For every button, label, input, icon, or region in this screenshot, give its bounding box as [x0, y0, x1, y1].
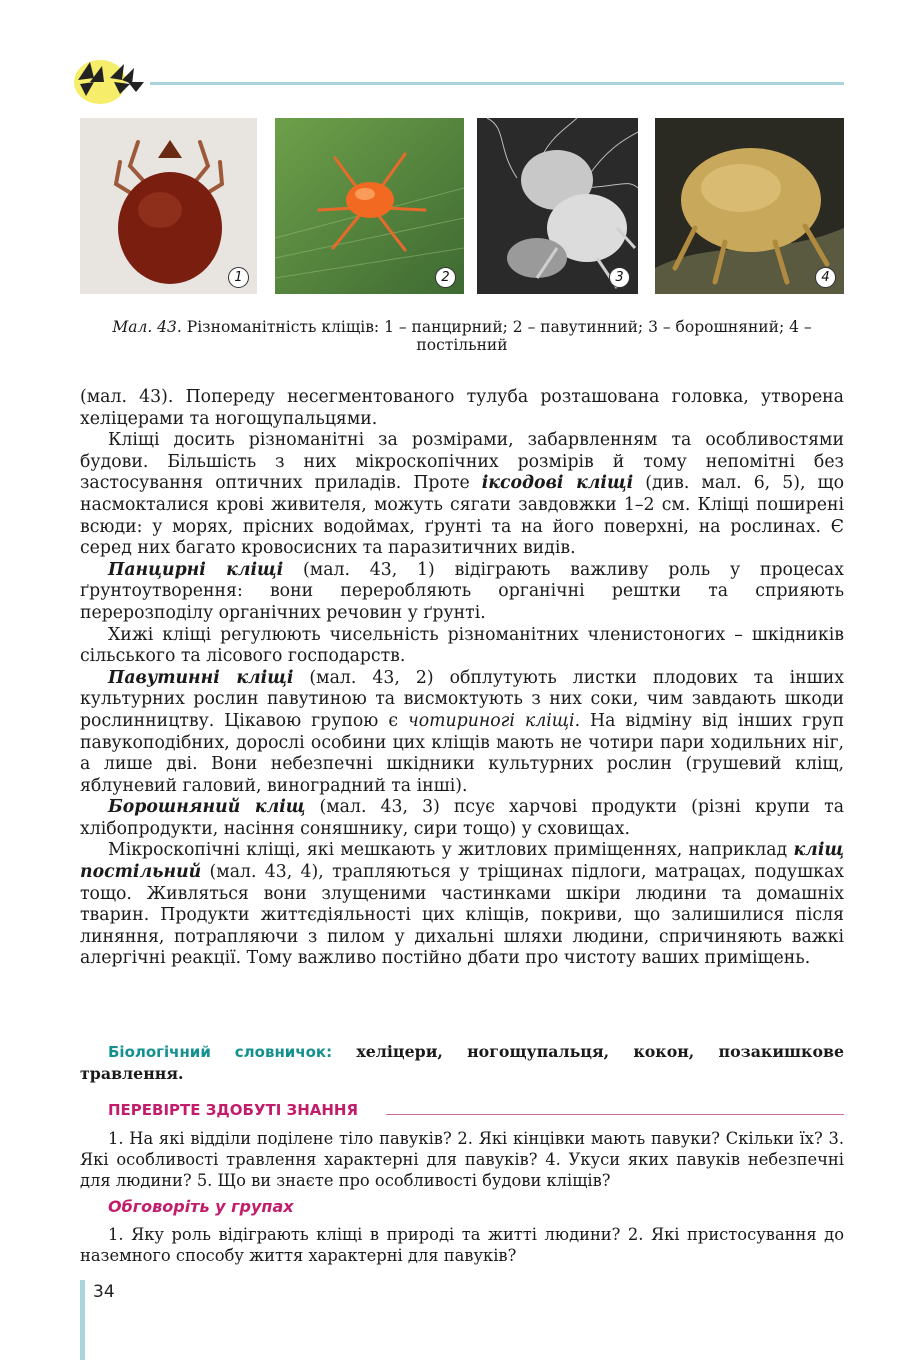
figure-caption-label: Мал. 43. — [112, 318, 182, 336]
butterfly-logo-icon — [68, 52, 150, 106]
paragraph: (мал. 43). Попереду несегментованого тулуба розташована головка, утворена хеліцерами та ногощупальцями. — [80, 387, 844, 429]
header-rule — [150, 82, 844, 85]
main-text — [80, 387, 844, 970]
paragraph: Борошняний кліщ (мал. 43, 3) псує харчові продукти (різні крупи та хлібопродукти, насіння соняшнику, сири тощо) у сховищах. — [80, 797, 844, 839]
figure-number-badge: 4 — [815, 267, 836, 288]
paragraph: Кліщі досить різноманітні за розмірами, забарвленням та особливостями будови. Більшість з них мікроскопічних розмірів й тому непомітні без застосування оптичних приладів. Проте іксодові кліщі (див. мал. 6, 5), що насмокталися крові живителя, можуть сягати завдовжки 1–2 см. Кліщі поширені всюди: у морях, прісних водоймах, ґрунті та на його поверхні, на рослинах. Є серед них багато кровосисних та паразитичних видів. — [80, 430, 845, 559]
figure-number-badge: 1 — [228, 267, 249, 288]
figure-number-badge: 3 — [609, 267, 630, 288]
term: іксодові кліщі — [481, 473, 634, 494]
term: Панцирні кліщі — [108, 559, 284, 580]
paragraph: Павутинні кліщі (мал. 43, 2) обплутують листки плодових та інших культурних рослин павутиною та висмоктують з них соки, чим завдають шкоди рослинництву. Цікавою групою є чотириногі кліщі. На відміну від інших груп павукоподібних, дорослі особини цих кліщів мають не чотири пари ходильних ніг, а лише дві. Вони небезпечні шкідники культурних рослин (грушевий кліщ, яблуневий галовий, виноградний та інші). — [80, 667, 844, 796]
page-margin-bar — [80, 1280, 85, 1360]
biology-glossary — [80, 1041, 844, 1084]
paragraph: Хижі кліщі регулюють чисельність різноманітних членистоногих – шкідників сільського та лісового господарств. — [80, 624, 844, 667]
figure-caption-text: Різноманітність кліщів: 1 – панцирний; 2 – павутинний; 3 – борошняний; 4 – постільний — [181, 318, 812, 354]
figure-caption — [80, 318, 844, 354]
glossary-label: Біологічний словничок: — [108, 1043, 333, 1061]
paragraph: Мікроскопічні кліщі, які мешкають у житлових приміщеннях, наприклад кліщ постільний (мал. 43, 4), трапляються у тріщинах підлоги, матрацах, подушках тощо. Живляться вони злущеними частинками шкіри людини та домашніх тварин. Продукти життєдіяльності цих кліщів, покриви, що залишилися після линяння, потрапляючи з пилом у дихальні шляхи людини, спричиняють важкі алергічні реакції. Тому важливо постійно дбати про чистоту ваших приміщень. — [80, 840, 844, 969]
heading-rule — [386, 1114, 844, 1115]
figure-photo-spider-mite — [275, 118, 464, 294]
check-knowledge-questions: 1. На які відділи поділене тіло павуків? 2. Які кінцівки мають павуки? Скільки їх? 3. Які особливості травлення характерні для павуків? 4. Укуси яких павуків небезпечні для людини? 5. Що ви знаєте про особливості будови кліщів? — [80, 1129, 844, 1190]
term: Павутинні кліщі — [108, 667, 294, 688]
paragraph: Панцирні кліщі (мал. 43, 1) відіграють важливу роль у процесах ґрунтоутворення: вони переробляють органічні рештки та сприяють перерозподілу органічних речовин у ґрунті. — [80, 559, 844, 623]
term: кліщ постільний — [80, 840, 844, 883]
figure-number-badge: 2 — [435, 267, 456, 288]
figure-photo-flour-mite — [477, 118, 638, 294]
term: Борошняний кліщ — [108, 797, 306, 818]
discuss-in-groups-questions: 1. Яку роль відіграють кліщі в природі та житті людини? 2. Які пристосування до наземного способу життя характерні для павуків? — [80, 1225, 844, 1265]
check-knowledge-heading: ПЕРЕВІРТЕ ЗДОБУТІ ЗНАННЯ — [108, 1101, 359, 1119]
figure-photo-dust-mite — [655, 118, 844, 294]
discuss-in-groups-heading: Обговоріть у групах — [108, 1197, 294, 1216]
term: чотириногі кліщі — [408, 710, 575, 731]
page-number: 34 — [93, 1282, 115, 1302]
figure-photo-armored-mite — [80, 118, 257, 294]
glossary-terms: хеліцери, ногощупальця, кокон, позакишкове травлення. — [80, 1042, 845, 1083]
